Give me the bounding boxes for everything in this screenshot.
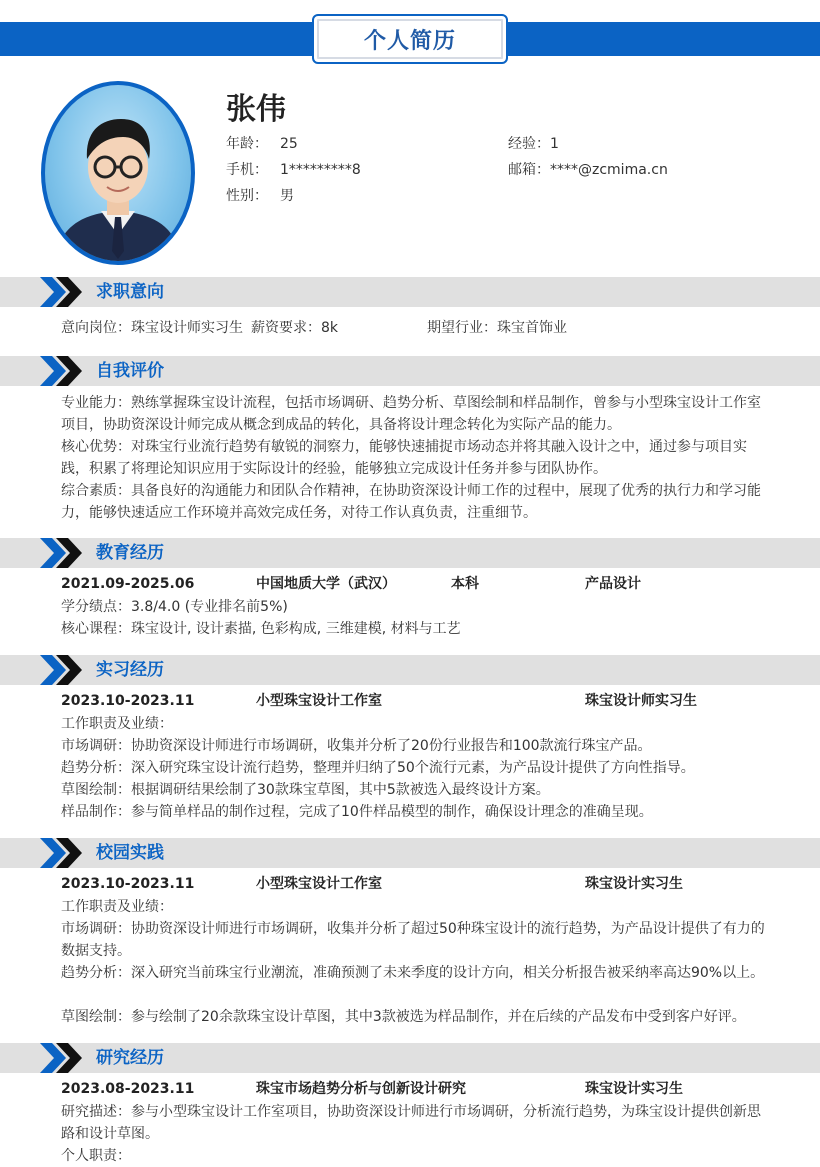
portrait-icon <box>45 85 191 261</box>
edu-major: 产品设计 <box>585 576 641 592</box>
edu-degree: 本科 <box>451 576 479 592</box>
campus-org: 小型珠宝设计工作室 <box>256 876 382 892</box>
gender-field <box>226 186 294 206</box>
gender-label: 性别： <box>226 188 268 204</box>
section-header-campus <box>0 838 820 868</box>
double-chevron-icon <box>40 838 90 868</box>
research-detail: 研究描述：参与小型珠宝设计工作室项目，协助资深设计师进行市场调研，分析流行趋势，为珠宝设计提供创新思路和设计草图。 <box>61 1104 761 1142</box>
section-header-education <box>0 538 820 568</box>
research-role: 珠宝设计实习生 <box>585 1081 683 1097</box>
experience-field <box>508 134 559 154</box>
experience-label: 经验： <box>508 136 550 152</box>
section-title: 实习经历 <box>96 660 164 680</box>
page-title: 个人简历 <box>312 14 508 64</box>
email-label: 邮箱： <box>508 162 550 178</box>
section-header-research <box>0 1043 820 1073</box>
campus-detail: 工作职责及业绩： <box>61 899 173 915</box>
section-title: 教育经历 <box>96 543 164 563</box>
intent-salary: 薪资要求：8k <box>251 320 339 336</box>
intent-industry: 期望行业：珠宝首饰业 <box>427 320 567 336</box>
section-header-self <box>0 356 820 386</box>
double-chevron-icon <box>40 538 90 568</box>
intern-detail: 市场调研：协助资深设计师进行市场调研，收集并分析了20份行业报告和100款流行珠宝产品。 <box>61 738 652 754</box>
email-value: ****@zcmima.cn <box>550 162 668 178</box>
campus-detail: 市场调研：协助资深设计师进行市场调研，收集并分析了超过50种珠宝设计的流行趋势，为产品设计提供了有力的数据支持。 <box>61 921 765 959</box>
avatar <box>41 81 195 265</box>
section-header-internship <box>0 655 820 685</box>
intern-role: 珠宝设计师实习生 <box>585 693 697 709</box>
intern-period: 2023.10-2023.11 <box>61 693 195 709</box>
edu-school: 中国地质大学（武汉） <box>256 576 396 592</box>
age-label: 年龄： <box>226 136 268 152</box>
self-eval-para: 综合素质：具备良好的沟通能力和团队合作精神，在协助资深设计师工作的过程中，展现了优秀的执行力和学习能力，能够快速适应工作环境并高效完成任务，对待工作认真负责，注重细节。 <box>61 483 761 521</box>
experience-value: 1 <box>550 136 559 152</box>
section-title: 求职意向 <box>96 282 164 302</box>
double-chevron-icon <box>40 1043 90 1073</box>
self-eval-para: 专业能力：熟练掌握珠宝设计流程，包括市场调研、趋势分析、草图绘制和样品制作，曾参与小型珠宝设计工作室项目，协助资深设计师完成从概念到成品的转化，具备将设计理念转化为实际产品的能力。 <box>61 395 761 433</box>
campus-detail: 草图绘制：参与绘制了20余款珠宝设计草图，其中3款被选为样品制作，并在后续的产品发布中受到客户好评。 <box>61 1009 746 1025</box>
intern-org: 小型珠宝设计工作室 <box>256 693 382 709</box>
email-field <box>508 160 668 180</box>
campus-period: 2023.10-2023.11 <box>61 876 195 892</box>
phone-label: 手机： <box>226 162 268 178</box>
edu-period: 2021.09-2025.06 <box>61 576 195 592</box>
intent-position: 意向岗位：珠宝设计师实习生 <box>61 320 243 336</box>
research-period: 2023.08-2023.11 <box>61 1081 195 1097</box>
section-title: 自我评价 <box>96 361 164 381</box>
age-field <box>226 134 298 154</box>
age-value: 25 <box>280 136 298 152</box>
phone-field <box>226 160 361 180</box>
campus-detail: 趋势分析：深入研究当前珠宝行业潮流，准确预测了未来季度的设计方向，相关分析报告被采纳率高达90%以上。 <box>61 965 765 981</box>
double-chevron-icon <box>40 277 90 307</box>
research-detail: 个人职责： <box>61 1148 131 1164</box>
gender-value: 男 <box>280 188 294 204</box>
double-chevron-icon <box>40 655 90 685</box>
intern-detail: 草图绘制：根据调研结果绘制了30款珠宝草图，其中5款被选入最终设计方案。 <box>61 782 550 798</box>
phone-value: 1*********8 <box>280 162 361 178</box>
edu-detail: 学分绩点：3.8/4.0 (专业排名前5%) <box>61 599 288 615</box>
section-title: 校园实践 <box>96 843 164 863</box>
double-chevron-icon <box>40 356 90 386</box>
research-topic: 珠宝市场趋势分析与创新设计研究 <box>256 1081 466 1097</box>
candidate-name: 张伟 <box>226 92 286 127</box>
section-header-intent <box>0 277 820 307</box>
section-title: 研究经历 <box>96 1048 164 1068</box>
edu-detail: 核心课程：珠宝设计, 设计素描, 色彩构成, 三维建模, 材料与工艺 <box>61 621 461 637</box>
campus-role: 珠宝设计实习生 <box>585 876 683 892</box>
intern-detail: 工作职责及业绩： <box>61 716 173 732</box>
self-eval-para: 核心优势：对珠宝行业流行趋势有敏锐的洞察力，能够快速捕捉市场动态并将其融入设计之中，通过参与项目实践，积累了将理论知识应用于实际设计的经验，能够独立完成设计任务并参与团队协作。 <box>61 439 747 477</box>
intern-detail: 趋势分析：深入研究珠宝设计流行趋势，整理并归纳了50个流行元素，为产品设计提供了方向性指导。 <box>61 760 695 776</box>
intern-detail: 样品制作：参与简单样品的制作过程，完成了10件样品模型的制作，确保设计理念的准确呈现。 <box>61 804 653 820</box>
